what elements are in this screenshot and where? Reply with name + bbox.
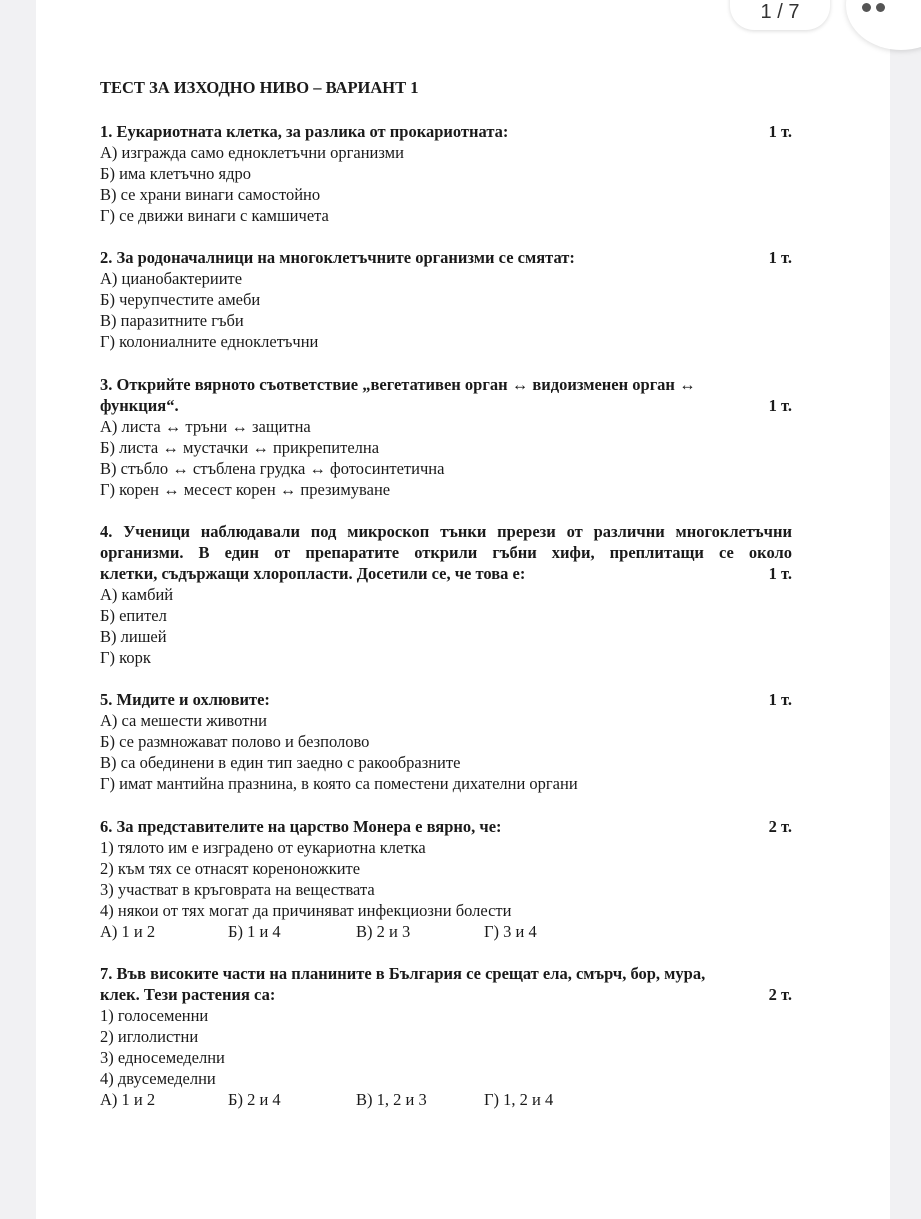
answer: Б) 2 и 4 xyxy=(228,1090,281,1109)
option: А) са мешести животни xyxy=(100,711,268,730)
question-2 xyxy=(100,247,792,352)
points: 2 т. xyxy=(768,817,792,836)
question-4 xyxy=(100,521,792,668)
question-3 xyxy=(100,374,792,500)
option: Б) листа ↔ мустачки ↔ прикрепителна xyxy=(100,438,380,457)
points: 2 т. xyxy=(768,985,792,1004)
answer: В) 1, 2 и 3 xyxy=(356,1090,427,1109)
option: В) са обединени в един тип заедно с ракообразните xyxy=(100,753,461,772)
answer-choices xyxy=(100,1089,792,1110)
question-text-cont: функция“. xyxy=(100,396,179,415)
more-icon xyxy=(862,3,871,12)
answer: Б) 1 и 4 xyxy=(228,922,281,941)
question-text: 5. Мидите и охлювите: xyxy=(100,690,270,709)
option: В) стъбло ↔ стъблена грудка ↔ фотосинтетична xyxy=(100,459,445,478)
question-7 xyxy=(100,963,792,1110)
question-text: 6. За представителите на царство Монера е вярно, че: xyxy=(100,817,502,836)
question-text-cont: клек. Тези растения са: xyxy=(100,985,276,1004)
option: 3) участват в кръговрата на веществата xyxy=(100,880,375,899)
answer: В) 2 и 3 xyxy=(356,922,411,941)
option: Г) имат мантийна празнина, в която са поместени дихателни органи xyxy=(100,774,578,793)
question-text: 3. Открийте вярното съответствие „вегетативен орган ↔ видоизменен орган ↔ xyxy=(100,375,696,394)
option: В) лишей xyxy=(100,627,167,646)
points: 1 т. xyxy=(768,122,792,141)
question-1 xyxy=(100,121,792,226)
option: Г) се движи винаги с камшичета xyxy=(100,206,329,225)
answer: Г) 1, 2 и 4 xyxy=(484,1090,554,1109)
answer-choices xyxy=(100,921,792,942)
option: А) изгражда само едноклетъчни организми xyxy=(100,143,404,162)
option: Г) корк xyxy=(100,648,151,667)
option: Б) епител xyxy=(100,606,167,625)
answer: А) 1 и 2 xyxy=(100,922,156,941)
option: 1) голосеменни xyxy=(100,1006,209,1025)
option: Г) корен ↔ месест корен ↔ презимуване xyxy=(100,480,391,499)
points: 1 т. xyxy=(768,248,792,267)
option: 1) тялото им е изградено от еукариотна клетка xyxy=(100,838,426,857)
option: Б) има клетъчно ядро xyxy=(100,164,252,183)
option: В) се храни винаги самостойно xyxy=(100,185,321,204)
answer: Г) 3 и 4 xyxy=(484,922,537,941)
points: 1 т. xyxy=(768,396,792,415)
option: 4) двусемеделни xyxy=(100,1069,216,1088)
question-text-cont: клетки, съдържащи хлоропласти. Досетили се, че това е: xyxy=(100,564,526,583)
question-6 xyxy=(100,816,792,942)
question-text: 1. Еукариотната клетка, за разлика от прокариотната: xyxy=(100,122,509,141)
option: А) цианобактериите xyxy=(100,269,243,288)
page-title: ТЕСТ ЗА ИЗХОДНО НИВО – ВАРИАНТ 1 xyxy=(100,78,419,97)
question-text: 4. Ученици наблюдавали под микроскоп тънки прерези от различни многоклетъчни организми. В един от препаратите открили гъбни хифи, преплитащи се около xyxy=(100,522,792,562)
option: А) листа ↔ тръни ↔ защитна xyxy=(100,417,311,436)
option: А) камбий xyxy=(100,585,174,604)
answer: А) 1 и 2 xyxy=(100,1090,156,1109)
question-5 xyxy=(100,689,792,794)
points: 1 т. xyxy=(768,564,792,583)
option: Б) се размножават полово и безполово xyxy=(100,732,370,751)
option: 3) едносемеделни xyxy=(100,1048,225,1067)
more-icon-dot xyxy=(876,3,885,12)
option: В) паразитните гъби xyxy=(100,311,244,330)
option: 2) иглолистни xyxy=(100,1027,199,1046)
option: Г) колониалните едноклетъчни xyxy=(100,332,319,351)
question-text: 2. За родоначалници на многоклетъчните организми се смятат: xyxy=(100,248,575,267)
option: Б) черупчестите амеби xyxy=(100,290,261,309)
option: 2) към тях се отнасят кореноножките xyxy=(100,859,361,878)
option: 4) някои от тях могат да причиняват инфекциозни болести xyxy=(100,901,512,920)
page-indicator-text: 1 / 7 xyxy=(760,1,800,23)
question-text: 7. Във високите части на планините в България се срещат ела, смърч, бор, мура, xyxy=(100,964,706,983)
points: 1 т. xyxy=(768,690,792,709)
page-indicator[interactable] xyxy=(730,0,830,30)
